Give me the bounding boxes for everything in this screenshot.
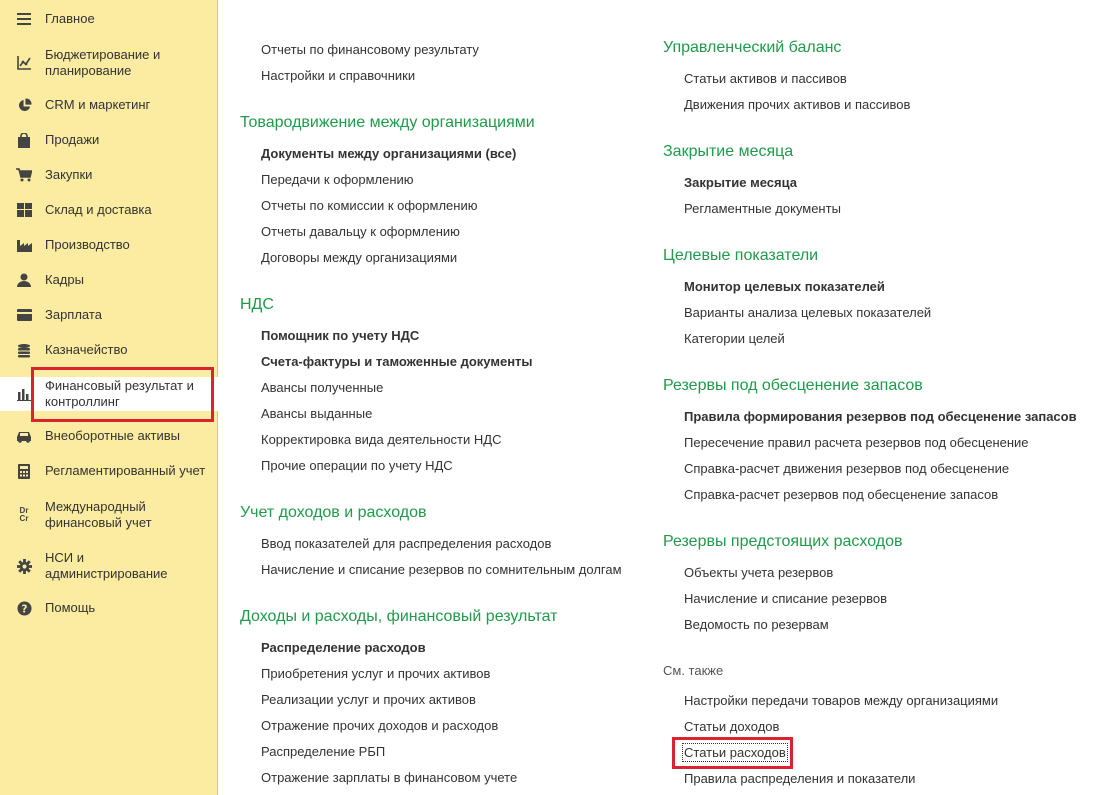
expense-items-highlight-box	[672, 737, 793, 769]
link-advances-issued[interactable]: Авансы выданные	[261, 406, 373, 421]
sidebar-item-label: Кадры	[45, 272, 84, 287]
help-icon	[16, 600, 32, 616]
link-other-income-expense[interactable]: Отражение прочих доходов и расходов	[261, 718, 499, 733]
link-vat-assistant[interactable]: Помощник по учету НДС	[261, 328, 420, 343]
wallet-icon	[16, 307, 32, 323]
sidebar-item-label: Закупки	[45, 167, 93, 182]
sidebar-item-label: Помощь	[45, 600, 96, 615]
link-deferred-expense-distribution[interactable]: Распределение РБП	[261, 744, 386, 759]
sidebar-item-sales[interactable]	[0, 131, 218, 149]
bar-chart-icon	[16, 386, 32, 402]
budget-chart-icon	[16, 55, 32, 71]
link-other-asset-movements[interactable]: Движения прочих активов и пассивов	[684, 97, 911, 112]
link-distribution-rules-indicators[interactable]: Правила распределения и показатели	[684, 771, 916, 786]
link-vat-activity-adjustment[interactable]: Корректировка вида деятельности НДС	[261, 432, 502, 447]
pie-chart-icon	[16, 97, 32, 113]
gear-icon	[16, 558, 32, 574]
section-title-future-expense-reserves: Резервы предстоящих расходов	[663, 533, 903, 550]
link-intercompany-contracts[interactable]: Договоры между организациями	[261, 250, 458, 265]
sidebar-item-regulated-accounting[interactable]	[0, 462, 218, 480]
sidebar-item-label: Бюджетирование и планирование	[45, 47, 161, 78]
sidebar-item-label: CRM и маркетинг	[45, 97, 151, 112]
section-title-inventory-impairment-reserves: Резервы под обесценение запасов	[663, 377, 923, 394]
sidebar-item-production[interactable]	[0, 236, 218, 254]
section-title-management-balance: Управленческий баланс	[663, 39, 842, 56]
sidebar-item-warehouse[interactable]	[0, 201, 218, 219]
svg-text:?: ?	[21, 602, 27, 615]
see-also-label: См. также	[663, 663, 724, 678]
sidebar-item-label: Производство	[45, 237, 130, 252]
warehouse-grid-icon	[16, 202, 32, 218]
sidebar	[0, 0, 218, 795]
sidebar-item-fixed-assets[interactable]	[0, 427, 218, 445]
link-expense-distribution-indicators[interactable]: Ввод показателей для распределения расходов	[261, 536, 552, 551]
hamburger-menu-icon	[16, 11, 32, 27]
link-asset-liability-items[interactable]: Статьи активов и пассивов	[684, 71, 847, 86]
sidebar-item-label: Зарплата	[45, 307, 102, 322]
link-service-purchases[interactable]: Приобретения услуг и прочих активов	[261, 666, 491, 681]
link-reserve-statement[interactable]: Ведомость по резервам	[684, 617, 829, 632]
link-reserve-accrual-writeoff[interactable]: Начисление и списание резервов	[684, 591, 887, 606]
link-settings-and-references[interactable]: Настройки и справочники	[261, 68, 416, 83]
link-financial-result-reports[interactable]: Отчеты по финансовому результату	[261, 42, 479, 57]
selection-highlight-box	[31, 367, 214, 422]
section-title-intercompany: Товародвижение между организациями	[240, 114, 535, 131]
shopping-cart-icon	[16, 167, 32, 183]
sidebar-item-treasury[interactable]	[0, 341, 218, 359]
sidebar-item-label: Внеоборотные активы	[45, 428, 181, 443]
sidebar-item-label: Склад и доставка	[45, 202, 152, 217]
section-title-income-expense-accounting: Учет доходов и расходов	[240, 504, 427, 521]
sidebar-item-budgeting[interactable]	[0, 46, 218, 80]
car-icon	[16, 428, 32, 444]
sidebar-item-label: Финансовый результат и контроллинг	[45, 378, 194, 409]
sidebar-item-label: Главное	[45, 11, 95, 26]
link-goal-categories[interactable]: Категории целей	[684, 331, 785, 346]
link-reserve-calculation[interactable]: Справка-расчет резервов под обесценение запасов	[684, 487, 999, 502]
link-impairment-reserve-rules[interactable]: Правила формирования резервов под обесценение запасов	[684, 409, 1077, 424]
link-reserve-movement-calculation[interactable]: Справка-расчет движения резервов под обесценение	[684, 461, 1010, 476]
sidebar-item-label: Регламентированный учет	[45, 463, 206, 478]
link-invoices-customs-docs[interactable]: Счета-фактуры и таможенные документы	[261, 354, 533, 369]
link-reserve-rules-intersection[interactable]: Пересечение правил расчета резервов под обесценение	[684, 435, 1029, 450]
link-expense-distribution[interactable]: Распределение расходов	[261, 640, 426, 655]
link-reserve-accounting-objects[interactable]: Объекты учета резервов	[684, 565, 834, 580]
sidebar-item-crm[interactable]	[0, 96, 218, 114]
section-title-vat: НДС	[240, 296, 274, 313]
link-intercompany-transfer-settings[interactable]: Настройки передачи товаров между организациями	[684, 693, 999, 708]
link-service-sales[interactable]: Реализации услуг и прочих активов	[261, 692, 476, 707]
link-month-closing[interactable]: Закрытие месяца	[684, 175, 797, 190]
sidebar-item-purchases[interactable]	[0, 166, 218, 184]
link-target-indicators-monitor[interactable]: Монитор целевых показателей	[684, 279, 885, 294]
link-other-vat-operations[interactable]: Прочие операции по учету НДС	[261, 458, 453, 473]
link-doubtful-debts-reserves[interactable]: Начисление и списание резервов по сомнительным долгам	[261, 562, 622, 577]
sidebar-item-label: Казначейство	[45, 342, 128, 357]
sidebar-item-international-accounting[interactable]	[0, 498, 218, 532]
sidebar-item-label: Продажи	[45, 132, 100, 147]
calculator-icon	[16, 463, 32, 479]
link-advances-received[interactable]: Авансы полученные	[261, 380, 384, 395]
section-title-target-indicators: Целевые показатели	[663, 247, 819, 264]
dr-cr-icon: Dr Cr	[19, 506, 29, 523]
sidebar-item-label: Международный финансовый учет	[45, 499, 152, 530]
section-title-month-closing: Закрытие месяца	[663, 143, 794, 160]
link-intercompany-docs-all[interactable]: Документы между организациями (все)	[261, 146, 517, 161]
link-commission-reports[interactable]: Отчеты по комиссии к оформлению	[261, 198, 478, 213]
link-income-items[interactable]: Статьи доходов	[684, 719, 780, 734]
shopping-bag-icon	[16, 132, 32, 148]
section-title-income-expense-result: Доходы и расходы, финансовый результат	[240, 608, 558, 625]
sidebar-item-help[interactable]	[0, 599, 218, 617]
coins-icon	[16, 342, 32, 358]
sidebar-item-salary[interactable]	[0, 306, 218, 324]
sidebar-item-label: НСИ и администрирование	[45, 550, 168, 581]
link-expense-items[interactable]: Статьи расходов	[684, 745, 786, 760]
sidebar-item-admin[interactable]	[0, 549, 218, 583]
link-target-analysis-variants[interactable]: Варианты анализа целевых показателей	[684, 305, 932, 320]
sidebar-item-hr[interactable]	[0, 271, 218, 289]
person-icon	[16, 272, 32, 288]
link-regulatory-documents[interactable]: Регламентные документы	[684, 201, 841, 216]
sidebar-item-main[interactable]	[0, 10, 218, 28]
link-principal-reports[interactable]: Отчеты давальцу к оформлению	[261, 224, 460, 239]
link-transfers-to-register[interactable]: Передачи к оформлению	[261, 172, 414, 187]
link-salary-financial-accounting[interactable]: Отражение зарплаты в финансовом учете	[261, 770, 518, 785]
factory-icon	[16, 237, 32, 253]
